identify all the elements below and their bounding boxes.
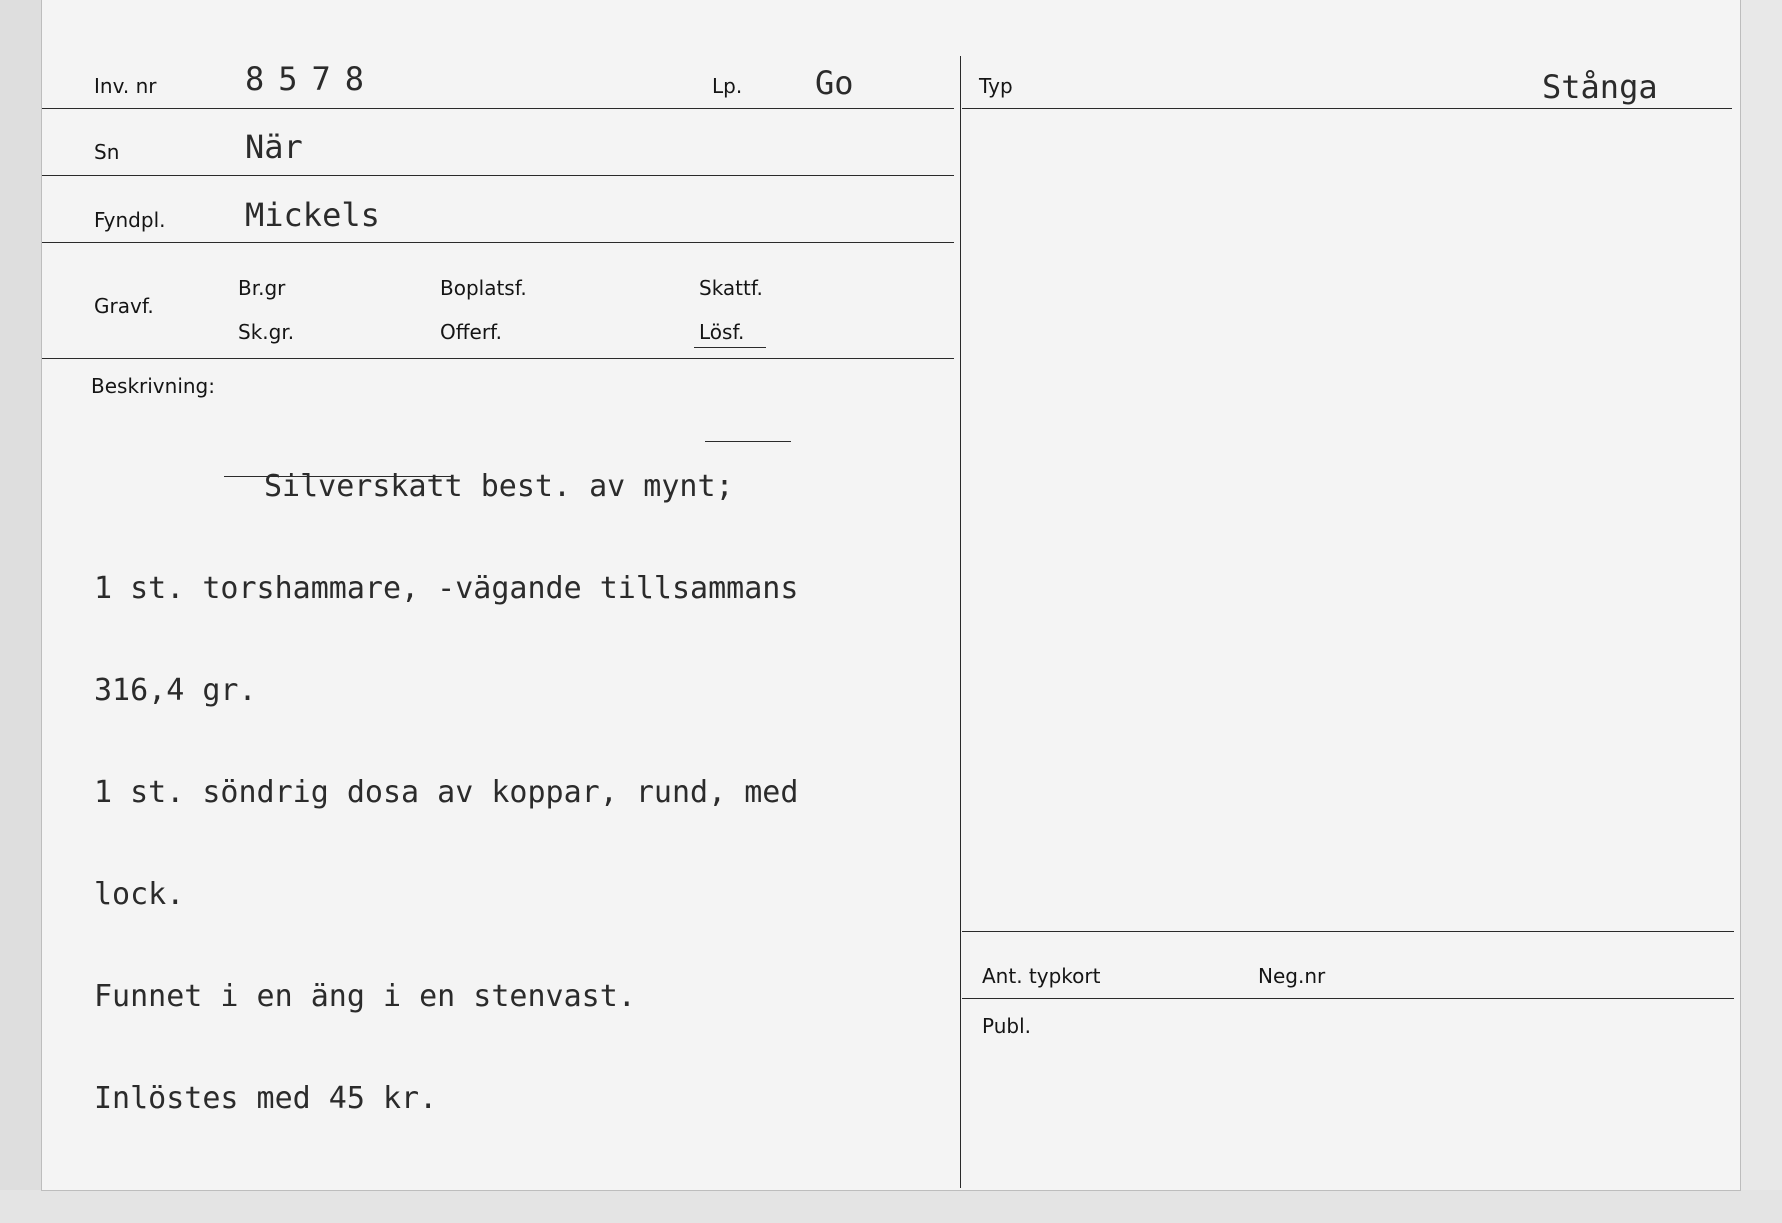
- description-line: 316,4 gr.: [94, 673, 257, 708]
- row-divider-sn: [42, 175, 954, 176]
- sn-value: När: [245, 128, 303, 166]
- description-line: lock.: [94, 877, 185, 912]
- typ-label: Typ: [979, 74, 1013, 98]
- publ-label: Publ.: [982, 1014, 1031, 1038]
- underline-mynt: [705, 441, 791, 442]
- gravf-label: Gravf.: [94, 294, 154, 318]
- skattf-label: Skattf.: [699, 276, 763, 300]
- row-divider-typ: [962, 108, 1732, 109]
- description-line: Silverskatt best. av mynt;: [264, 469, 734, 504]
- column-divider: [960, 56, 961, 1188]
- inv-nr-label: Inv. nr: [94, 74, 157, 98]
- sk-gr-label: Sk.gr.: [238, 320, 295, 344]
- typ-value: Stånga: [1542, 68, 1658, 106]
- row-divider-ant-typkort: [962, 931, 1734, 932]
- description-line: Funnet i en äng i en stenvast.: [94, 979, 636, 1014]
- row-divider-publ: [962, 998, 1734, 999]
- ant-typkort-label: Ant. typkort: [982, 964, 1101, 988]
- description-line: Inlöstes med 45 kr.: [94, 1081, 438, 1116]
- row-divider-gravf: [42, 358, 954, 359]
- description-line: 1 st. torshammare, -vägande tillsammans: [94, 571, 799, 606]
- description-line: 1 st. söndrig dosa av koppar, rund, med: [94, 775, 799, 810]
- offerf-label: Offerf.: [440, 320, 502, 344]
- underline-torshammare: [224, 476, 452, 477]
- lp-value: Go: [815, 64, 854, 102]
- losf-checkmark-underline: [694, 347, 766, 348]
- fyndpl-value: Mickels: [245, 196, 380, 234]
- scan-border-left: [0, 0, 42, 1223]
- lp-label: Lp.: [712, 74, 743, 98]
- scan-border-right: [1740, 0, 1782, 1223]
- fyndpl-label: Fyndpl.: [94, 208, 166, 232]
- losf-label: Lösf.: [699, 320, 745, 344]
- sn-label: Sn: [94, 140, 120, 164]
- row-divider-inv: [42, 108, 954, 109]
- neg-nr-label: Neg.nr: [1258, 964, 1326, 988]
- br-gr-label: Br.gr: [238, 276, 286, 300]
- inv-nr-value: 8578: [245, 60, 379, 98]
- scan-border-bottom: [0, 1190, 1782, 1223]
- beskrivning-label: Beskrivning:: [91, 374, 215, 398]
- boplatsf-label: Boplatsf.: [440, 276, 527, 300]
- description-text: [94, 402, 798, 1150]
- row-divider-fyndpl: [42, 242, 954, 243]
